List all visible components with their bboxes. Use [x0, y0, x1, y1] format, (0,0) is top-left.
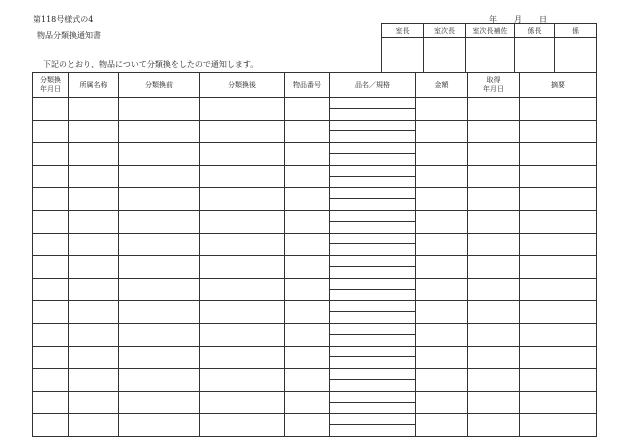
item-name-line[interactable]: [330, 392, 415, 403]
table-cell[interactable]: [33, 98, 69, 121]
item-name-line[interactable]: [330, 414, 415, 425]
table-cell[interactable]: [33, 414, 69, 437]
form-title: 物品分類換通知書: [37, 31, 101, 40]
table-cell[interactable]: [520, 346, 597, 369]
item-spec-line[interactable]: [330, 425, 415, 436]
table-row: [33, 165, 597, 188]
item-name-cell[interactable]: [330, 278, 416, 301]
table-row: [33, 120, 597, 143]
table-cell[interactable]: [69, 346, 119, 369]
table-cell[interactable]: [416, 414, 468, 437]
approval-stamp-cell[interactable]: [466, 38, 515, 73]
item-name-cell[interactable]: [330, 256, 416, 279]
item-name-cell[interactable]: [330, 120, 416, 143]
table-cell[interactable]: [69, 210, 119, 233]
table-cell[interactable]: [119, 143, 200, 166]
item-name-cell[interactable]: [330, 301, 416, 324]
item-spec-line[interactable]: [330, 177, 415, 188]
table-cell[interactable]: [119, 301, 200, 324]
item-spec-line[interactable]: [330, 222, 415, 233]
table-cell[interactable]: [119, 414, 200, 437]
item-spec-line[interactable]: [330, 380, 415, 391]
table-cell[interactable]: [520, 233, 597, 256]
table-cell[interactable]: [69, 391, 119, 414]
approval-stamp-table: [381, 23, 597, 73]
table-cell[interactable]: [33, 346, 69, 369]
item-spec-line[interactable]: [330, 109, 415, 120]
table-cell[interactable]: [200, 414, 285, 437]
table-cell[interactable]: [416, 301, 468, 324]
item-name-cell[interactable]: [330, 414, 416, 437]
table-row: [33, 301, 597, 324]
table-cell[interactable]: [416, 120, 468, 143]
item-name-line[interactable]: [330, 324, 415, 335]
table-cell[interactable]: [200, 188, 285, 211]
table-cell[interactable]: [119, 188, 200, 211]
table-row: [33, 256, 597, 279]
table-cell[interactable]: [200, 391, 285, 414]
item-name-line[interactable]: [330, 211, 415, 222]
table-cell[interactable]: [468, 143, 520, 166]
table-row: [33, 278, 597, 301]
table-cell[interactable]: [468, 391, 520, 414]
table-cell[interactable]: [416, 143, 468, 166]
table-cell[interactable]: [285, 301, 330, 324]
table-cell[interactable]: [285, 369, 330, 392]
table-cell[interactable]: [200, 165, 285, 188]
column-header-department: 所属名称: [69, 73, 119, 98]
table-cell[interactable]: [119, 346, 200, 369]
item-name-cell[interactable]: [330, 165, 416, 188]
table-cell[interactable]: [520, 98, 597, 121]
table-cell[interactable]: [119, 256, 200, 279]
table-cell[interactable]: [520, 391, 597, 414]
approval-header-chief: 係長: [515, 24, 555, 38]
table-cell[interactable]: [200, 278, 285, 301]
table-cell[interactable]: [520, 369, 597, 392]
approval-header-deputy: 室次長: [424, 24, 466, 38]
column-header-before: 分類換前: [119, 73, 200, 98]
table-cell[interactable]: [33, 369, 69, 392]
table-cell[interactable]: [468, 210, 520, 233]
table-cell[interactable]: [416, 98, 468, 121]
table-row: [33, 369, 597, 392]
table-cell[interactable]: [468, 323, 520, 346]
table-cell[interactable]: [468, 301, 520, 324]
column-header-amount: 金額: [416, 73, 468, 98]
table-cell[interactable]: [520, 120, 597, 143]
table-cell[interactable]: [468, 165, 520, 188]
table-cell[interactable]: [285, 210, 330, 233]
item-spec-line[interactable]: [330, 244, 415, 255]
table-cell[interactable]: [33, 233, 69, 256]
table-cell[interactable]: [520, 210, 597, 233]
item-spec-line[interactable]: [330, 154, 415, 165]
item-spec-line[interactable]: [330, 357, 415, 368]
item-name-line[interactable]: [330, 121, 415, 132]
table-header-row: [33, 73, 597, 98]
item-name-cell[interactable]: [330, 369, 416, 392]
item-name-cell[interactable]: [330, 143, 416, 166]
item-name-line[interactable]: [330, 188, 415, 199]
table-cell[interactable]: [416, 391, 468, 414]
table-cell[interactable]: [33, 143, 69, 166]
item-name-cell[interactable]: [330, 391, 416, 414]
table-cell[interactable]: [468, 98, 520, 121]
table-row: [33, 143, 597, 166]
column-header-acquired-date: 取得 年月日: [468, 73, 520, 98]
approval-stamp-cell[interactable]: [515, 38, 555, 73]
item-name-line[interactable]: [330, 279, 415, 290]
table-cell[interactable]: [520, 256, 597, 279]
table-row: [33, 98, 597, 121]
table-cell[interactable]: [285, 233, 330, 256]
table-cell[interactable]: [69, 188, 119, 211]
column-header-item-name: 品名／規格: [330, 73, 416, 98]
approval-header-staff: 係: [555, 24, 597, 38]
item-spec-line[interactable]: [330, 267, 415, 278]
table-cell[interactable]: [416, 346, 468, 369]
table-cell[interactable]: [69, 414, 119, 437]
table-cell[interactable]: [200, 301, 285, 324]
table-cell[interactable]: [69, 301, 119, 324]
table-cell[interactable]: [119, 391, 200, 414]
table-cell[interactable]: [285, 188, 330, 211]
table-row: [33, 233, 597, 256]
date-month-label: 月: [514, 15, 522, 24]
reclassification-table: [32, 72, 597, 437]
item-name-line[interactable]: [330, 166, 415, 177]
table-cell[interactable]: [520, 278, 597, 301]
table-cell[interactable]: [200, 143, 285, 166]
table-cell[interactable]: [33, 256, 69, 279]
table-cell[interactable]: [33, 188, 69, 211]
table-cell[interactable]: [285, 256, 330, 279]
column-header-item-number: 物品番号: [285, 73, 330, 98]
table-cell[interactable]: [119, 278, 200, 301]
table-cell[interactable]: [285, 98, 330, 121]
table-cell[interactable]: [200, 210, 285, 233]
item-name-line[interactable]: [330, 98, 415, 109]
table-cell[interactable]: [520, 414, 597, 437]
notice-text: 下記のとおり、物品について分類換をしたので通知します。: [43, 60, 259, 69]
item-name-line[interactable]: [330, 143, 415, 154]
table-cell[interactable]: [416, 323, 468, 346]
table-cell[interactable]: [468, 414, 520, 437]
table-cell[interactable]: [69, 98, 119, 121]
item-spec-line[interactable]: [330, 312, 415, 323]
table-cell[interactable]: [33, 391, 69, 414]
table-cell[interactable]: [520, 143, 597, 166]
table-cell[interactable]: [285, 414, 330, 437]
table-row: [33, 210, 597, 233]
item-name-cell[interactable]: [330, 210, 416, 233]
table-cell[interactable]: [33, 165, 69, 188]
item-name-line[interactable]: [330, 369, 415, 380]
table-cell[interactable]: [69, 143, 119, 166]
table-cell[interactable]: [200, 346, 285, 369]
item-name-line[interactable]: [330, 256, 415, 267]
table-cell[interactable]: [285, 120, 330, 143]
item-name-cell[interactable]: [330, 188, 416, 211]
approval-stamp-cell[interactable]: [555, 38, 597, 73]
table-cell[interactable]: [520, 301, 597, 324]
table-cell[interactable]: [69, 369, 119, 392]
table-cell[interactable]: [468, 233, 520, 256]
item-name-line[interactable]: [330, 347, 415, 358]
column-header-remarks: 摘要: [520, 73, 597, 98]
table-cell[interactable]: [285, 323, 330, 346]
date-day-label: 日: [539, 15, 547, 24]
table-cell[interactable]: [69, 278, 119, 301]
item-spec-line[interactable]: [330, 131, 415, 142]
table-cell[interactable]: [416, 233, 468, 256]
table-cell[interactable]: [69, 165, 119, 188]
item-name-cell[interactable]: [330, 323, 416, 346]
approval-header-manager: 室長: [382, 24, 424, 38]
table-row: [33, 391, 597, 414]
table-row: [33, 188, 597, 211]
table-cell[interactable]: [468, 278, 520, 301]
item-name-cell[interactable]: [330, 98, 416, 121]
approval-header-assistant: 室次長補佐: [466, 24, 515, 38]
column-header-after: 分類換後: [200, 73, 285, 98]
table-cell[interactable]: [285, 391, 330, 414]
table-cell[interactable]: [200, 120, 285, 143]
item-name-line[interactable]: [330, 234, 415, 245]
table-cell[interactable]: [119, 120, 200, 143]
table-cell[interactable]: [285, 278, 330, 301]
form-number: 第118号様式の4: [33, 15, 94, 24]
table-cell[interactable]: [119, 323, 200, 346]
item-name-cell[interactable]: [330, 233, 416, 256]
item-spec-line[interactable]: [330, 290, 415, 301]
table-cell[interactable]: [200, 233, 285, 256]
item-spec-line[interactable]: [330, 335, 415, 346]
table-cell[interactable]: [69, 256, 119, 279]
table-cell[interactable]: [33, 210, 69, 233]
approval-stamp-cell[interactable]: [424, 38, 466, 73]
table-cell[interactable]: [119, 165, 200, 188]
item-spec-line[interactable]: [330, 403, 415, 414]
table-cell[interactable]: [520, 188, 597, 211]
item-name-line[interactable]: [330, 301, 415, 312]
table-cell[interactable]: [69, 120, 119, 143]
table-cell[interactable]: [468, 369, 520, 392]
table-cell[interactable]: [416, 256, 468, 279]
table-cell[interactable]: [69, 323, 119, 346]
table-cell[interactable]: [416, 369, 468, 392]
item-name-cell[interactable]: [330, 346, 416, 369]
table-cell[interactable]: [200, 369, 285, 392]
table-cell[interactable]: [416, 165, 468, 188]
table-cell[interactable]: [33, 120, 69, 143]
table-row: [33, 346, 597, 369]
table-cell[interactable]: [200, 98, 285, 121]
table-cell[interactable]: [119, 369, 200, 392]
item-spec-line[interactable]: [330, 199, 415, 210]
table-cell[interactable]: [468, 346, 520, 369]
table-cell[interactable]: [285, 165, 330, 188]
approval-stamp-cell[interactable]: [382, 38, 424, 73]
table-cell[interactable]: [468, 188, 520, 211]
date-year-label: 年: [489, 15, 497, 24]
table-cell[interactable]: [285, 346, 330, 369]
table-cell[interactable]: [119, 210, 200, 233]
table-cell[interactable]: [33, 278, 69, 301]
table-cell[interactable]: [468, 256, 520, 279]
table-cell[interactable]: [119, 233, 200, 256]
table-cell[interactable]: [200, 323, 285, 346]
table-cell[interactable]: [69, 233, 119, 256]
table-cell[interactable]: [416, 188, 468, 211]
table-body: [33, 98, 597, 437]
table-cell[interactable]: [119, 98, 200, 121]
table-cell[interactable]: [416, 278, 468, 301]
table-cell[interactable]: [520, 165, 597, 188]
table-cell[interactable]: [416, 210, 468, 233]
table-row: [33, 323, 597, 346]
table-cell[interactable]: [468, 120, 520, 143]
table-cell[interactable]: [33, 301, 69, 324]
table-cell[interactable]: [285, 143, 330, 166]
table-cell[interactable]: [33, 323, 69, 346]
table-row: [33, 414, 597, 437]
column-header-date: 分類換 年月日: [33, 73, 69, 98]
table-cell[interactable]: [200, 256, 285, 279]
table-cell[interactable]: [520, 323, 597, 346]
